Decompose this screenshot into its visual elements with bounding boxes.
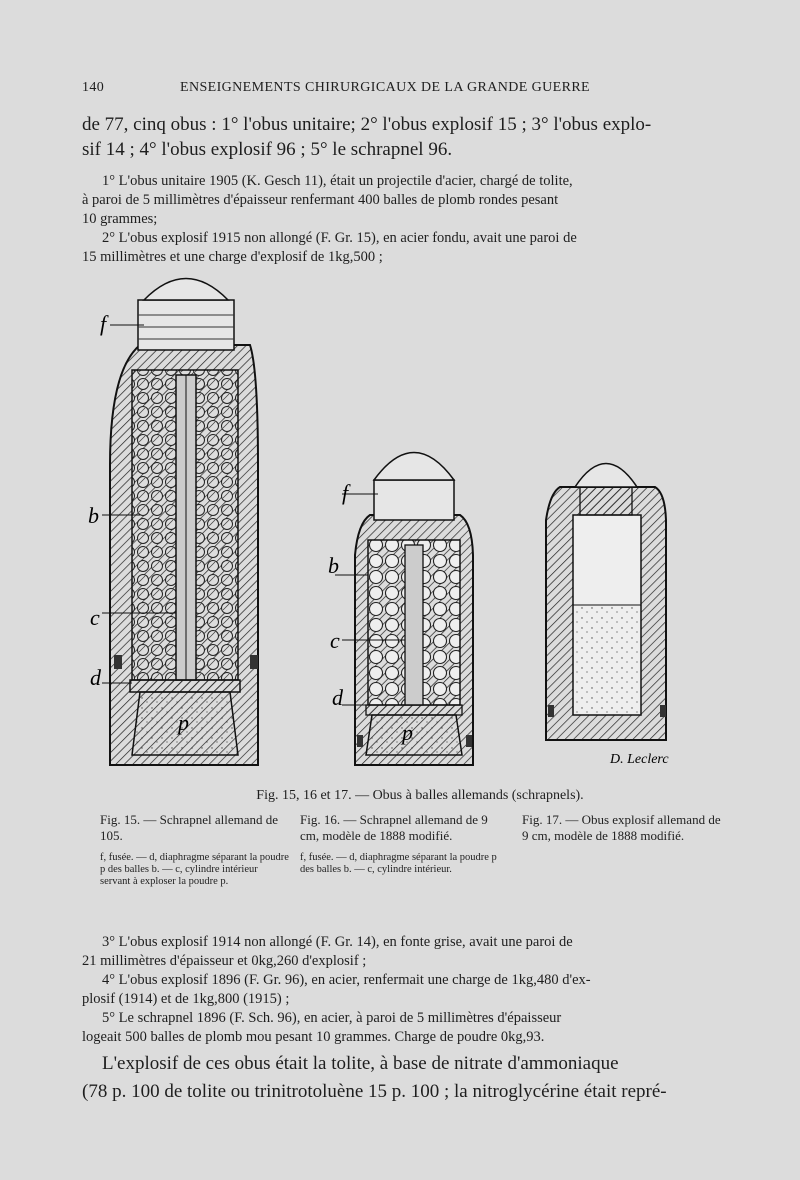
text-line: L'explosif de ces obus était la tolite, à base de nitrate d'ammoniaque	[102, 1053, 619, 1074]
legend-title: Fig. 15. — Schrapnel allemand de 105.	[100, 812, 278, 843]
text-line: (78 p. 100 de tolite ou trinitrotoluène 15 p. 100 ; la nitroglycérine était repré-	[82, 1081, 667, 1102]
label-p: p	[402, 720, 413, 745]
label-p: p	[178, 710, 189, 735]
text-line: à paroi de 5 millimètres d'épaisseur renfermant 400 balles de plomb rondes pesant	[82, 192, 559, 208]
text-line: logeait 500 balles de plomb mou pesant 10 grammes. Charge de poudre 0kg,93.	[82, 1029, 545, 1045]
text-line: 5° Le schrapnel 1896 (F. Sch. 96), en acier, à paroi de 5 millimètres d'épaisseur	[102, 1010, 562, 1026]
paragraph-obus-explosif-96	[82, 971, 724, 1009]
shell-illustration	[80, 265, 720, 785]
label-b: b	[328, 553, 339, 578]
legend-title: Fig. 17. — Obus explosif allemand de 9 cm, modèle de 1888 modifié.	[522, 812, 721, 843]
label-d: d	[90, 665, 101, 690]
lead-paragraph	[82, 112, 724, 162]
label-c: c	[90, 605, 100, 630]
text-line: 1° L'obus unitaire 1905 (K. Gesch 11), était un projectile d'acier, chargé de tolite,	[102, 173, 573, 189]
legend-detail: f, fusée. — d, diaphragme séparant la poudre p des balles b. — c, cylindre intérieur servant à exploser la poudre p.	[100, 852, 289, 887]
paragraph-obus-unitaire	[82, 172, 724, 229]
shell-figures	[80, 265, 720, 785]
paragraph-obus-explosif-14	[82, 933, 724, 971]
running-title: ENSEIGNEMENTS CHIRURGICAUX DE LA GRANDE GUERRE	[180, 80, 591, 95]
legend-fig15	[100, 812, 290, 888]
label-f: f	[100, 311, 107, 336]
figure-caption: Fig. 15, 16 et 17. — Obus à balles allemands (schrapnels).	[256, 788, 584, 803]
legend-detail: f, fusée. — d, diaphragme séparant la poudre p des balles b. — c, cylindre intérieur.	[300, 852, 497, 875]
fig15-shell	[110, 279, 258, 766]
lead-line: sif 14 ; 4° l'obus explosif 96 ; 5° le schrapnel 96.	[82, 139, 453, 160]
fig16-shell	[355, 453, 473, 766]
text-line: 21 millimètres d'épaisseur et 0kg,260 d'explosif ;	[82, 953, 367, 969]
legend-title: Fig. 16. — Schrapnel allemand de 9 cm, modèle de 1888 modifié.	[300, 812, 488, 843]
legend-fig16	[300, 812, 505, 876]
label-f: f	[342, 480, 349, 505]
label-d: d	[332, 685, 343, 710]
paragraph-schrapnel-96	[82, 1009, 724, 1047]
paragraph-obus-explosif-15	[82, 229, 724, 267]
label-b: b	[88, 503, 99, 528]
text-line: 4° L'obus explosif 1896 (F. Gr. 96), en acier, renfermait une charge de 1kg,480 d'ex-	[102, 972, 591, 988]
closing-paragraph	[82, 1050, 724, 1106]
fig17-shell	[546, 464, 666, 741]
legend-fig17	[522, 812, 722, 844]
text-line: 3° L'obus explosif 1914 non allongé (F. Gr. 14), en fonte grise, avait une paroi de	[102, 934, 573, 950]
text-line: 10 grammes;	[82, 211, 158, 227]
page-number: 140	[82, 80, 105, 95]
engraver-signature: D. Leclerc	[610, 752, 669, 767]
label-c: c	[330, 628, 340, 653]
lead-line: de 77, cinq obus : 1° l'obus unitaire; 2° l'obus explosif 15 ; 3° l'obus explo-	[82, 114, 652, 135]
text-line: plosif (1914) et de 1kg,800 (1915) ;	[82, 991, 290, 1007]
text-line: 2° L'obus explosif 1915 non allongé (F. Gr. 15), en acier fondu, avait une paroi de	[102, 230, 577, 246]
text-line: 15 millimètres et une charge d'explosif de 1kg,500 ;	[82, 249, 383, 265]
